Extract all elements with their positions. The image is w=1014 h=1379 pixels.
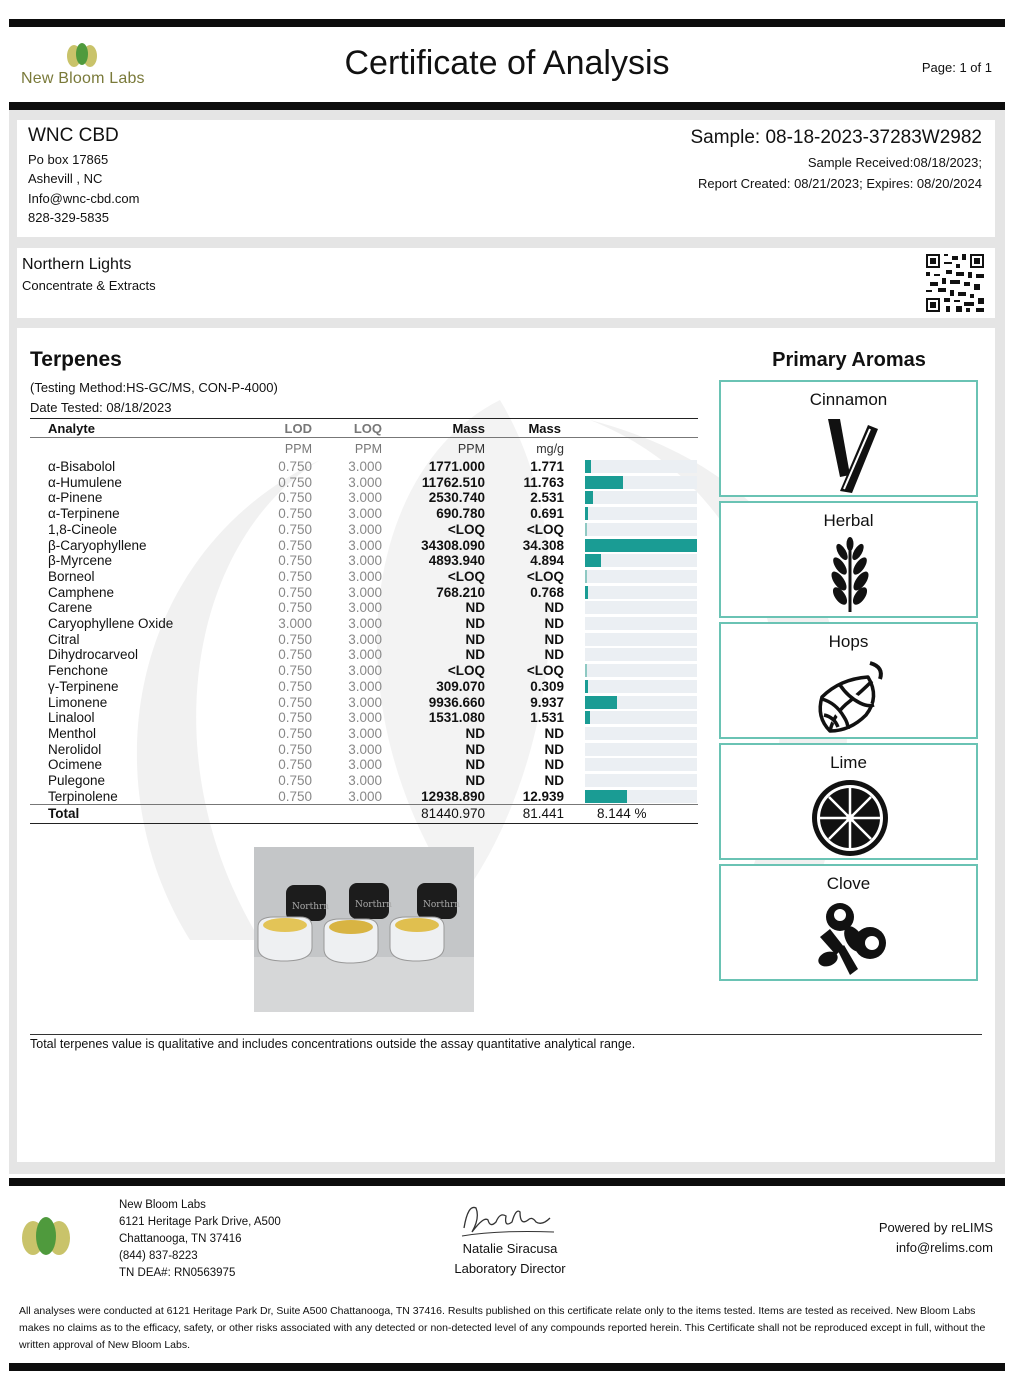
analyte-name: Caryophyllene Oxide bbox=[48, 616, 174, 631]
terpenes-note: Total terpenes value is qualitative and includes concentrations outside the assay quantitative analytical range. bbox=[30, 1037, 636, 1051]
lod-value: 0.750 bbox=[278, 694, 312, 710]
bar-track bbox=[585, 727, 697, 740]
total-mgg: 81.441 bbox=[522, 806, 564, 822]
loq-value: 3.000 bbox=[348, 678, 382, 694]
table-row bbox=[30, 773, 698, 789]
table-row bbox=[30, 475, 698, 491]
bar-track bbox=[585, 507, 697, 520]
bar-track bbox=[585, 664, 697, 677]
footer-lab-dea: TN DEA#: RN0563975 bbox=[119, 1267, 236, 1279]
client-email: Info@wnc-cbd.com bbox=[28, 191, 140, 206]
footer-lab-address1: 6121 Heritage Park Drive, A500 bbox=[119, 1216, 281, 1228]
svg-text:Northrn: Northrn bbox=[292, 902, 330, 912]
table-row bbox=[30, 490, 698, 506]
mass-mgg: 4.894 bbox=[530, 553, 564, 569]
bar-track bbox=[585, 633, 697, 646]
total-divider bbox=[30, 804, 698, 805]
mass-mgg: 0.768 bbox=[530, 584, 564, 600]
bar-fill bbox=[585, 554, 601, 567]
powered-by-email[interactable]: info@relims.com bbox=[896, 1240, 993, 1255]
bar-track bbox=[585, 648, 697, 661]
mass-mgg: 9.937 bbox=[530, 694, 564, 710]
loq-value: 3.000 bbox=[348, 506, 382, 522]
mass-mgg: <LOQ bbox=[526, 521, 564, 537]
bar-fill bbox=[585, 664, 587, 677]
lab-logo-text: New Bloom Labs bbox=[21, 70, 145, 87]
table-row bbox=[30, 600, 698, 616]
bar-track bbox=[585, 774, 697, 787]
product-panel bbox=[17, 248, 995, 318]
lod-value: 0.750 bbox=[278, 741, 312, 757]
aroma-card-cinnamon bbox=[719, 380, 978, 497]
table-row bbox=[30, 632, 698, 648]
header-loq: LOQ bbox=[353, 421, 382, 436]
lod-value: 0.750 bbox=[278, 725, 312, 741]
aroma-card-hops bbox=[719, 622, 978, 739]
loq-value: 3.000 bbox=[348, 725, 382, 741]
lod-value: 3.000 bbox=[278, 616, 312, 631]
client-address-line2: Ashevill , NC bbox=[28, 171, 103, 186]
lod-value: 0.750 bbox=[278, 631, 312, 647]
aroma-label: Lime bbox=[830, 753, 867, 772]
loq-value: 3.000 bbox=[348, 647, 382, 663]
analyte-name: α-Bisabolol bbox=[48, 459, 116, 474]
mass-mgg: ND bbox=[544, 757, 564, 773]
table-row bbox=[30, 647, 698, 663]
bar-fill bbox=[585, 586, 588, 599]
loq-value: 3.000 bbox=[348, 616, 382, 631]
mass-ppm: ND bbox=[465, 616, 485, 631]
table-row bbox=[30, 679, 698, 695]
loq-value: 3.000 bbox=[348, 773, 382, 788]
cinnamon-icon bbox=[810, 415, 890, 495]
table-row bbox=[30, 569, 698, 585]
mass-ppm: <LOQ bbox=[447, 663, 485, 679]
hops-icon bbox=[810, 657, 890, 737]
unit-lod: PPM bbox=[284, 442, 312, 456]
loq-value: 3.000 bbox=[348, 553, 382, 569]
table-row bbox=[30, 742, 698, 758]
aroma-label: Clove bbox=[826, 874, 871, 893]
aroma-label: Hops bbox=[828, 632, 869, 651]
loq-value: 3.000 bbox=[348, 568, 382, 584]
loq-value: 3.000 bbox=[348, 521, 382, 537]
lod-value: 0.750 bbox=[278, 788, 312, 804]
table-bottom-line bbox=[30, 823, 698, 824]
mass-mgg: ND bbox=[544, 725, 564, 741]
table-row bbox=[30, 726, 698, 742]
lod-value: 0.750 bbox=[278, 474, 312, 490]
mass-mgg: 1.531 bbox=[530, 710, 564, 726]
analyte-name: Borneol bbox=[48, 568, 95, 584]
table-row bbox=[30, 553, 698, 569]
mass-mgg: ND bbox=[544, 773, 564, 788]
table-row bbox=[30, 757, 698, 773]
bar-fill bbox=[585, 680, 588, 693]
mass-ppm: 1531.080 bbox=[428, 710, 485, 726]
lod-value: 0.750 bbox=[278, 568, 312, 584]
lod-value: 0.750 bbox=[278, 647, 312, 663]
mass-ppm: 4893.940 bbox=[428, 553, 485, 569]
header-mass-mgg: Mass bbox=[528, 421, 561, 436]
product-name: Northern Lights bbox=[22, 256, 132, 273]
client-name: WNC CBD bbox=[28, 125, 119, 146]
bar-track bbox=[585, 711, 697, 724]
mass-ppm: 34308.090 bbox=[421, 537, 485, 553]
loq-value: 3.000 bbox=[348, 459, 382, 474]
table-row bbox=[30, 585, 698, 601]
table-row bbox=[30, 538, 698, 554]
bar-track bbox=[585, 523, 697, 536]
analyte-name: α-Pinene bbox=[48, 490, 103, 506]
bar-fill bbox=[585, 570, 587, 583]
analyte-name: Fenchone bbox=[48, 663, 109, 679]
table-row bbox=[30, 616, 698, 632]
mass-ppm: ND bbox=[465, 600, 485, 616]
unit-loq: PPM bbox=[354, 442, 382, 456]
table-row bbox=[30, 506, 698, 522]
bar-track bbox=[585, 491, 697, 504]
loq-value: 3.000 bbox=[348, 584, 382, 600]
analyte-name: Limonene bbox=[48, 694, 108, 710]
analyte-name: Citral bbox=[48, 631, 80, 647]
note-divider bbox=[30, 1034, 982, 1035]
footer-lab-phone: (844) 837-8223 bbox=[119, 1250, 198, 1262]
analyte-name: β-Myrcene bbox=[48, 553, 113, 569]
mass-ppm: 768.210 bbox=[436, 584, 485, 600]
table-row bbox=[30, 710, 698, 726]
mass-ppm: ND bbox=[465, 631, 485, 647]
bar-track bbox=[585, 743, 697, 756]
loq-value: 3.000 bbox=[348, 788, 382, 804]
mass-ppm: 2530.740 bbox=[428, 490, 485, 506]
mass-ppm: 9936.660 bbox=[428, 694, 485, 710]
footer-lab-address2: Chattanooga, TN 37416 bbox=[119, 1233, 242, 1245]
signer-title: Laboratory Director bbox=[454, 1261, 566, 1276]
mass-ppm: ND bbox=[465, 757, 485, 773]
footer-lab-name: New Bloom Labs bbox=[119, 1199, 206, 1211]
date-tested: Date Tested: 08/18/2023 bbox=[30, 400, 172, 415]
total-row bbox=[30, 806, 698, 822]
mass-ppm: 11762.510 bbox=[421, 474, 485, 490]
mass-ppm: ND bbox=[465, 741, 485, 757]
aroma-card-clove bbox=[719, 864, 978, 981]
analyte-name: Camphene bbox=[48, 584, 115, 600]
header-lod: LOD bbox=[284, 421, 312, 436]
lod-value: 0.750 bbox=[278, 537, 312, 553]
analyte-name: Menthol bbox=[48, 725, 97, 741]
loq-value: 3.000 bbox=[348, 710, 382, 726]
mass-mgg: ND bbox=[544, 647, 564, 663]
bar-fill bbox=[585, 523, 587, 536]
total-ppm: 81440.970 bbox=[421, 806, 485, 822]
bar-track bbox=[585, 601, 697, 614]
lod-value: 0.750 bbox=[278, 521, 312, 537]
loq-value: 3.000 bbox=[348, 490, 382, 506]
svg-text:Northrn: Northrn bbox=[355, 900, 393, 910]
mass-ppm: ND bbox=[465, 773, 485, 788]
signature-image bbox=[458, 1198, 558, 1244]
bar-track bbox=[585, 758, 697, 771]
sample-received: Sample Received:08/18/2023; bbox=[807, 155, 982, 170]
mass-ppm: ND bbox=[465, 647, 485, 663]
mass-mgg: ND bbox=[544, 600, 564, 616]
analyte-name: 1,8-Cineole bbox=[48, 521, 118, 537]
header-mass-ppm: Mass bbox=[452, 421, 485, 436]
analyte-name: α-Humulene bbox=[48, 474, 122, 490]
total-percent: 8.144 % bbox=[597, 806, 647, 822]
mass-ppm: <LOQ bbox=[447, 568, 485, 584]
aromas-title: Primary Aromas bbox=[772, 349, 926, 371]
bar-track bbox=[585, 570, 697, 583]
lime-icon bbox=[810, 778, 890, 858]
mass-mgg: 34.308 bbox=[522, 537, 564, 553]
bottom-border bbox=[9, 1363, 1005, 1371]
bar-fill bbox=[585, 507, 588, 520]
bar-track bbox=[585, 680, 697, 693]
mass-mgg: ND bbox=[544, 631, 564, 647]
mass-mgg: 11.763 bbox=[523, 474, 564, 490]
terpenes-title: Terpenes bbox=[30, 348, 122, 371]
testing-method: (Testing Method:HS-GC/MS, CON-P-4000) bbox=[30, 380, 278, 395]
loq-value: 3.000 bbox=[348, 537, 382, 553]
mass-mgg: 0.309 bbox=[530, 678, 564, 694]
analyte-name: Ocimene bbox=[48, 757, 103, 773]
lod-value: 0.750 bbox=[278, 678, 312, 694]
header-divider bbox=[9, 102, 1005, 110]
bar-fill bbox=[585, 460, 591, 473]
mass-mgg: ND bbox=[544, 616, 564, 631]
analyte-name: Terpinolene bbox=[48, 788, 118, 804]
bar-track bbox=[585, 554, 697, 567]
mass-mgg: ND bbox=[544, 741, 564, 757]
mass-ppm: 309.070 bbox=[436, 678, 485, 694]
lod-value: 0.750 bbox=[278, 710, 312, 726]
top-border bbox=[9, 19, 1005, 27]
lod-value: 0.750 bbox=[278, 506, 312, 522]
mass-mgg: 0.691 bbox=[530, 506, 564, 522]
disclaimer: All analyses were conducted at 6121 Heritage Park Dr, Suite A500 Chattanooga, TN 37416. Results published on this certificate relate only to the items tested. Items are tested as received. New Bloom Labs makes no claims as to the efficacy, safety, or other risks associated with any detected or non-detected level of any compounds reported herein. This Certificate shall not be reproduced except in full, without the written approval of New Bloom Labs. bbox=[19, 1305, 986, 1351]
analyte-name: Carene bbox=[48, 600, 93, 616]
analyte-name: Dihydrocarveol bbox=[48, 647, 139, 663]
herbal-icon bbox=[810, 536, 890, 616]
mass-mgg: 2.531 bbox=[530, 490, 564, 506]
aroma-label: Herbal bbox=[823, 511, 874, 530]
mass-ppm: 12938.890 bbox=[421, 788, 485, 804]
loq-value: 3.000 bbox=[348, 757, 382, 773]
svg-text:Northrn: Northrn bbox=[423, 900, 461, 910]
table-row bbox=[30, 522, 698, 538]
lod-value: 0.750 bbox=[278, 773, 312, 788]
lod-value: 0.750 bbox=[278, 490, 312, 506]
powered-by: Powered by reLIMS bbox=[878, 1220, 993, 1235]
mass-ppm: 1771.000 bbox=[428, 459, 485, 474]
footer-logo-icon bbox=[19, 1215, 73, 1259]
mass-mgg: 1.771 bbox=[530, 459, 564, 474]
loq-value: 3.000 bbox=[348, 663, 382, 679]
loq-value: 3.000 bbox=[348, 474, 382, 490]
lod-value: 0.750 bbox=[278, 663, 312, 679]
aroma-label: Cinnamon bbox=[809, 390, 888, 409]
bar-fill bbox=[585, 539, 697, 552]
aroma-card-herbal bbox=[719, 501, 978, 618]
bar-fill bbox=[585, 790, 627, 803]
table-row bbox=[30, 789, 698, 805]
bar-fill bbox=[585, 491, 593, 504]
signer-name: Natalie Siracusa bbox=[462, 1241, 558, 1256]
report-dates: Report Created: 08/21/2023; Expires: 08/20/2024 bbox=[697, 176, 982, 191]
header-analyte: Analyte bbox=[48, 421, 95, 436]
analyte-name: Linalool bbox=[48, 710, 95, 726]
bar-fill bbox=[585, 476, 623, 489]
mass-mgg: 12.939 bbox=[522, 788, 564, 804]
bar-track bbox=[585, 617, 697, 630]
loq-value: 3.000 bbox=[348, 600, 382, 616]
loq-value: 3.000 bbox=[348, 694, 382, 710]
total-label: Total bbox=[48, 806, 80, 822]
lod-value: 0.750 bbox=[278, 459, 312, 474]
analyte-name: Pulegone bbox=[48, 773, 106, 788]
loq-value: 3.000 bbox=[348, 741, 382, 757]
analyte-name: Nerolidol bbox=[48, 741, 102, 757]
mass-ppm: <LOQ bbox=[447, 521, 485, 537]
table-row bbox=[30, 663, 698, 679]
product-type: Concentrate & Extracts bbox=[22, 278, 156, 293]
table-row bbox=[30, 695, 698, 711]
unit-mass-ppm: PPM bbox=[457, 442, 485, 456]
lod-value: 0.750 bbox=[278, 553, 312, 569]
unit-mass-mgg: mg/g bbox=[536, 442, 564, 456]
table-row bbox=[30, 459, 698, 475]
bar-track bbox=[585, 460, 697, 473]
analyte-name: γ-Terpinene bbox=[48, 678, 119, 694]
analyte-name: β-Caryophyllene bbox=[48, 537, 147, 553]
document-title: Certificate of Analysis bbox=[344, 44, 670, 82]
qr-code-icon bbox=[926, 254, 984, 312]
footer-divider bbox=[9, 1178, 1005, 1186]
client-phone: 828-329-5835 bbox=[28, 210, 109, 225]
clove-icon bbox=[810, 899, 890, 979]
mass-ppm: ND bbox=[465, 725, 485, 741]
lod-value: 0.750 bbox=[278, 757, 312, 773]
page-number: Page: 1 of 1 bbox=[921, 60, 992, 75]
sample-photo bbox=[254, 847, 474, 1012]
lod-value: 0.750 bbox=[278, 584, 312, 600]
sample-id: Sample: 08-18-2023-37283W2982 bbox=[690, 127, 982, 148]
analyte-name: α-Terpinene bbox=[48, 506, 120, 522]
lod-value: 0.750 bbox=[278, 600, 312, 616]
mass-ppm: 690.780 bbox=[436, 506, 485, 522]
loq-value: 3.000 bbox=[348, 631, 382, 647]
mass-mgg: <LOQ bbox=[526, 568, 564, 584]
client-address-line1: Po box 17865 bbox=[28, 152, 109, 167]
bar-fill bbox=[585, 696, 617, 709]
bar-fill bbox=[585, 711, 590, 724]
bar-track bbox=[585, 586, 697, 599]
mass-mgg: <LOQ bbox=[526, 663, 564, 679]
aroma-card-lime bbox=[719, 743, 978, 860]
